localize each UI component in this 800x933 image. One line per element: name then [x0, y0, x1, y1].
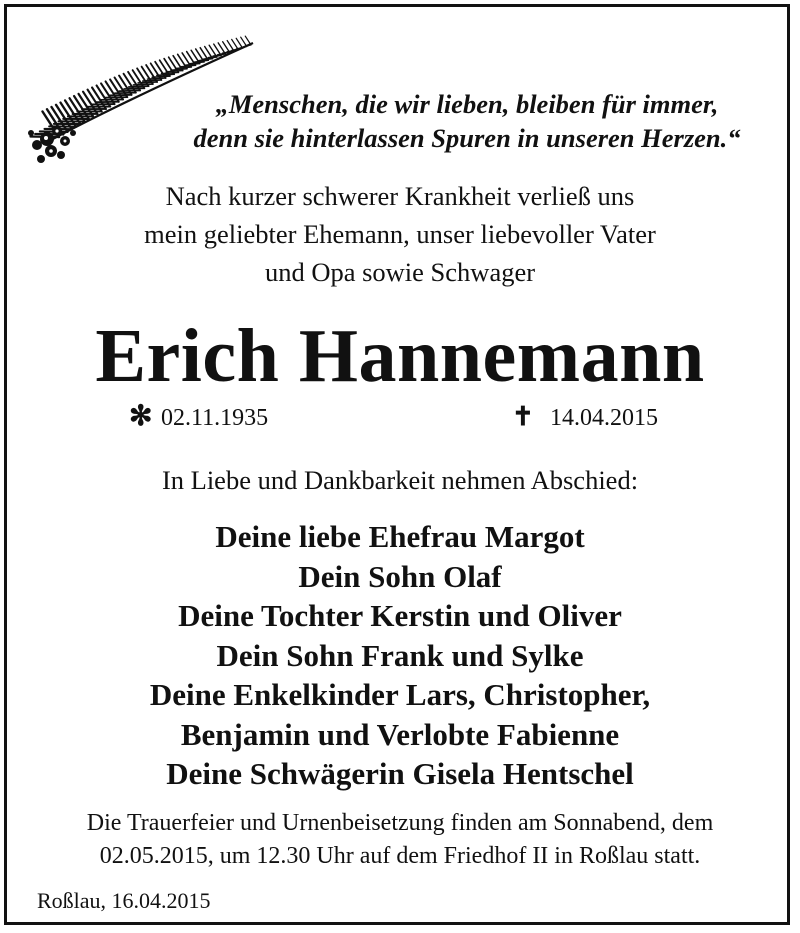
list-item: Deine Schwägerin Gisela Hentschel — [166, 756, 634, 791]
deceased-name: Erich Hannemann — [95, 314, 705, 398]
mourners-list — [7, 517, 793, 794]
birth-date-line — [129, 400, 268, 435]
birth-date: 02.11.1935 — [161, 405, 269, 431]
place-and-date: Roßlau, 16.04.2015 — [37, 888, 211, 913]
intro-text — [7, 177, 793, 291]
list-item: Deine Enkelkinder Lars, Christopher, — [149, 677, 651, 712]
quote-line: denn sie hinterlassen Spuren in unseren Herzen.“ — [193, 123, 741, 153]
obituary-frame — [4, 4, 790, 925]
list-item: Deine liebe Ehefrau Margot — [215, 519, 585, 554]
intro-line: Nach kurzer schwerer Krankheit verließ uns — [165, 181, 635, 211]
intro-line: und Opa sowie Schwager — [264, 257, 536, 287]
death-date-line — [512, 400, 658, 435]
farewell-line: In Liebe und Dankbarkeit nehmen Abschied: — [161, 465, 639, 495]
list-item: Deine Tochter Kerstin und Oliver — [178, 598, 622, 633]
quote-line: „Menschen, die wir lieben, bleiben für immer, — [215, 89, 719, 119]
intro-line: mein geliebter Ehemann, unser liebevoller Vater — [144, 219, 656, 249]
ceremony-line: Die Trauerfeier und Urnenbeisetzung finden am Sonnabend, dem — [86, 810, 714, 836]
list-item: Benjamin und Verlobte Fabienne — [180, 716, 620, 752]
ceremony-line: 02.05.2015, um 12.30 Uhr auf dem Friedhof II in Roßlau statt. — [99, 843, 701, 869]
birth-star-icon: ✻ — [129, 401, 153, 432]
death-cross-icon: ✝ — [512, 402, 534, 431]
list-item: Dein Sohn Olaf — [298, 558, 502, 594]
death-date: 14.04.2015 — [550, 405, 658, 431]
list-item: Dein Sohn Frank und Sylke — [216, 637, 584, 673]
memorial-quote — [147, 87, 787, 155]
ceremony-notice — [7, 807, 793, 873]
